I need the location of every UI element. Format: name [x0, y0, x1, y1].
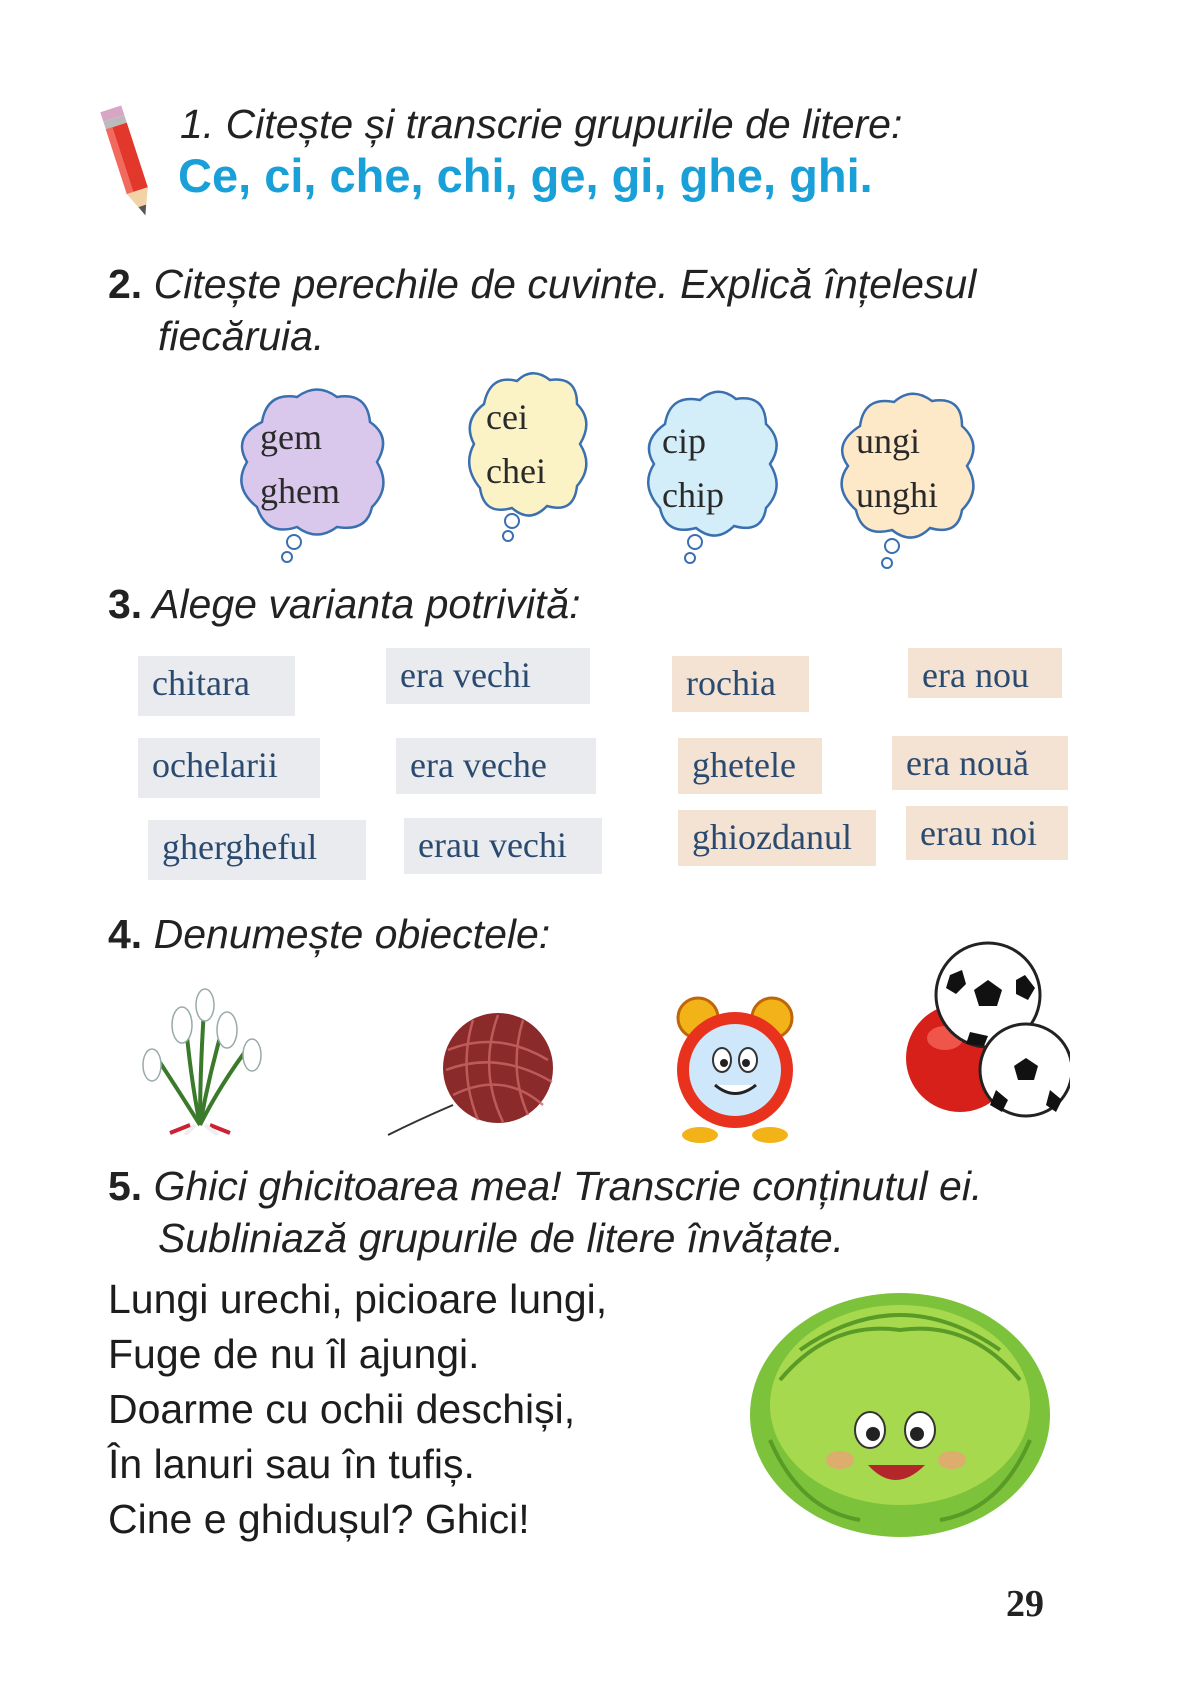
word-card[interactable]: era nouă [892, 736, 1068, 790]
pencil-icon [98, 100, 160, 230]
ex4-number: 4. [108, 911, 143, 957]
cloud-word-1: cei [486, 397, 528, 437]
word-card[interactable]: ochelarii [138, 738, 320, 798]
ex2-number: 2. [108, 261, 143, 307]
word-card[interactable]: rochia [672, 656, 809, 712]
ex1-letter-groups: Ce, ci, che, chi, ge, gi, ghe, ghi. [178, 149, 873, 202]
cloud-word-1: gem [260, 417, 322, 457]
riddle-line: Doarme cu ochii deschiși, [108, 1386, 576, 1432]
word-card[interactable]: chitara [138, 656, 295, 716]
word-card[interactable]: ghergheful [148, 820, 366, 880]
word-cloud [832, 386, 982, 582]
riddle-line: Lungi urechi, picioare lungi, [108, 1276, 608, 1322]
word-card[interactable]: erau noi [906, 806, 1068, 860]
word-cloud [640, 384, 785, 576]
word-card[interactable]: ghetele [678, 738, 822, 794]
cloud-word-1: cip [662, 421, 706, 461]
word-card[interactable]: erau vechi [404, 818, 602, 874]
ex3-number: 3. [108, 581, 143, 627]
word-card[interactable]: era vechi [386, 648, 590, 704]
ex4-instruction [108, 908, 550, 960]
ex4-instruction-text: Denumește obiectele: [153, 911, 551, 957]
word-cloud [462, 366, 594, 556]
riddle-line: Cine e ghidușul? Ghici! [108, 1496, 530, 1542]
word-card[interactable]: ghiozdanul [678, 810, 876, 866]
ex3-instruction-text: Alege varianta potrivită: [152, 581, 581, 627]
ex5-line1: Ghici ghicitoarea mea! Transcrie conținutul ei. [153, 1163, 983, 1209]
cloud-word-2: unghi [856, 475, 939, 515]
word-card[interactable]: era veche [396, 738, 596, 794]
cloud-word-2: chip [662, 475, 724, 515]
alarm-clock-icon [660, 990, 810, 1150]
cloud-word-2: chei [486, 451, 546, 491]
page-number: 29 [1006, 1583, 1044, 1625]
riddle-line: În lanuri sau în tufiș. [108, 1441, 475, 1487]
snowdrop-flowers-icon [130, 975, 270, 1135]
riddle-text [108, 1272, 607, 1547]
riddle-line: Fuge de nu îl ajungi. [108, 1331, 480, 1377]
ex5-number: 5. [108, 1163, 143, 1209]
word-cloud [232, 382, 392, 572]
balls-icon [900, 940, 1070, 1120]
cloud-word-1: ungi [856, 421, 921, 461]
ex1-instruction: 1. Citește și transcrie grupurile de litere: [180, 101, 903, 147]
ex2-line1: Citește perechile de cuvinte. Explică înțelesul [153, 261, 977, 307]
word-card[interactable]: era nou [908, 648, 1062, 698]
ex2-line2: fiecăruia. [158, 313, 325, 359]
ex5-instruction [108, 1160, 982, 1212]
yarn-ball-icon [378, 1010, 568, 1140]
cloud-word-2: ghem [260, 471, 340, 511]
ex5-line2: Subliniază grupurile de litere învățate. [158, 1215, 845, 1261]
cabbage-icon [740, 1280, 1060, 1545]
ex2-instruction [108, 258, 976, 310]
ex3-instruction [108, 578, 581, 630]
